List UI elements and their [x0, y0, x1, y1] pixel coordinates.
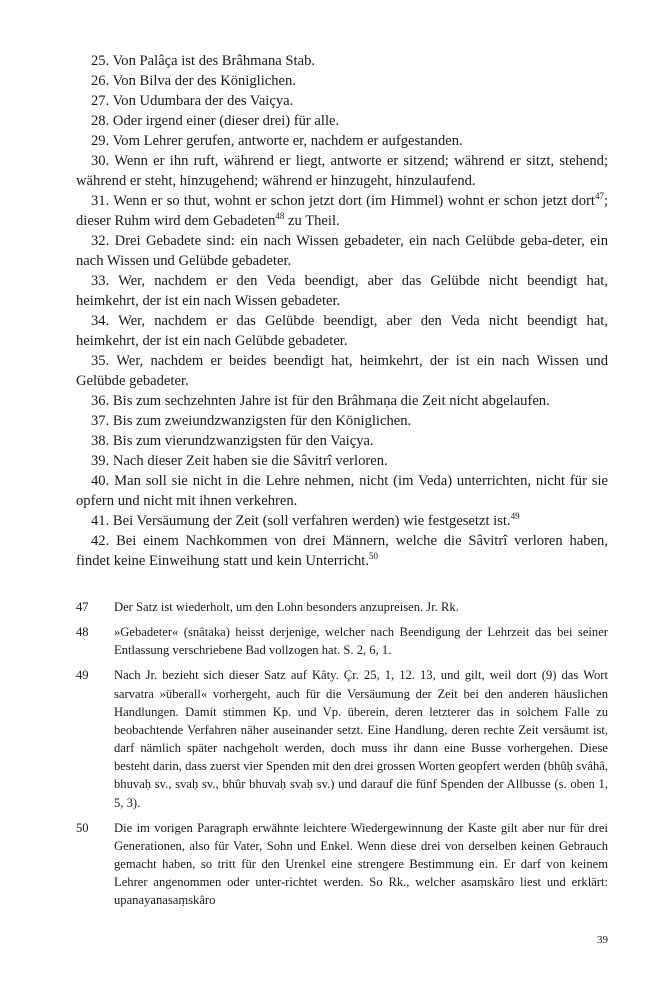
- paragraph-35: 35. Wer, nachdem er beides beendigt hat, heimkehrt, der ist ein nach Wissen und Gelübde gebadeter.: [76, 353, 608, 389]
- paragraph-30: 30. Wenn er ihn ruft, während er liegt, antworte er sitzend; während er sitzt, stehend; während er steht, hinzugehend; während er hinzugeht, hinzulaufend.: [76, 153, 609, 189]
- paragraph-36: 36. Bis zum sechzehnten Jahre ist für den Brâhmaṇa die Zeit nicht abgelaufen.: [91, 393, 550, 409]
- footnote-number: 48: [76, 625, 89, 640]
- footnote-text: »Gebadeter« (snâtaka) heisst derjenige, welcher nach Beendigung der Lehrzeit das bei seiner Entlassung verschriebene Bad vollzogen hat. S. 2, 6, 1.: [114, 625, 608, 658]
- paragraph-31: 31. Wenn er so thut, wohnt er schon jetzt dort (im Himmel) wohnt er schon jetzt dort$^{47}$; dieser Ruhm wird dem Gebadeten$^{48}$ zu Theil.: [76, 191, 608, 229]
- paragraph-38: 38. Bis zum vierundzwanzigsten für den Vaiçya.: [91, 433, 374, 449]
- footnote-text: Nach Jr. bezieht sich dieser Satz auf Kâty. Çr. 25, 1, 12. 13, und gilt, weil dort (9) das Wort sarvatra »überall« vorhergeht, auch für die Versäumung der Zeit bei den anderen häuslichen Handlungen. Damit stimmen Kp. und Vp. überein, deren letzterer das in solchem Falle zu beobachtende Verfahren näher auseinander setzt. Eine Handlung, deren rechte Zeit versäumt ist, darf nämlich später nachgeholt werden, doch muss ihr dann eine Busse vorhergehen. Diese besteht darin, dass zuerst vier Spenden mit den drei grossen Worten geopfert werden (bhûḥ svâhâ, bhuvaḥ sv., svaḥ sv., bhûr bhuvaḥ svaḥ sv.) und darauf die fünf Spenden der Allbusse (s. oben 1, 5, 3).: [114, 668, 608, 810]
- footnote-number: 50: [76, 820, 89, 835]
- footnote-text: Der Satz ist wiederholt, um den Lohn besonders anzupreisen. Jr. Rk.: [114, 600, 459, 614]
- footnote-48: [76, 623, 608, 659]
- paragraph-41: 41. Bei Versäumung der Zeit (soll verfahren werden) wie festgesetzt ist.$^{49}$: [91, 511, 520, 529]
- footnote-ref-48[interactable]: 48: [275, 211, 285, 221]
- footnote-ref-49[interactable]: 49: [510, 511, 520, 521]
- paragraph-33: 33. Wer, nachdem er den Veda beendigt, aber das Gelübde nicht beendigt hat, heimkehrt, der ist ein nach Wissen gebadeter.: [76, 273, 608, 309]
- paragraph-32: 32. Drei Gebadete sind: ein nach Wissen gebadeter, ein nach Gelübde geba-deter, ein nach Wissen und Gelübde gebadeter.: [76, 233, 608, 269]
- paragraph-34: 34. Wer, nachdem er das Gelübde beendigt, aber den Veda nicht beendigt hat, heimkehrt, der ist ein nach Gelübde gebadeter.: [76, 313, 608, 349]
- paragraph-27: 27. Von Udumbara der des Vaiçya.: [91, 93, 294, 109]
- footnote-47: [76, 598, 608, 616]
- footnotes: [76, 598, 608, 917]
- footnote-50: [76, 819, 608, 910]
- paragraph-40: 40. Man soll sie nicht in die Lehre nehmen, nicht (im Veda) unterrichten, nicht für sie opfern und nicht mit ihnen verkehren.: [76, 473, 608, 509]
- footnote-number: 47: [76, 600, 89, 614]
- footnote-ref-50[interactable]: 50: [369, 551, 379, 561]
- main-text: [76, 51, 608, 571]
- footnote-text: Die im vorigen Paragraph erwähnte leichtere Wiedergewinnung der Kaste gilt aber nur für drei Generationen, also für Vater, Sohn und Enkel. Wenn diese drei von derselben keinen Gebrauch gemacht haben, so tritt für den Urenkel eine strengere Bestimmung ein. Er darf von keinem Lehrer angenommen oder unter-richtet werden. So Rk., welcher asaṃskâro liest und erklärt: upanayanasaṃskâro: [114, 820, 608, 908]
- footnote-ref-47[interactable]: 47: [594, 191, 604, 201]
- paragraph-42: 42. Bei einem Nachkommen von drei Männern, welche die Sâvitrî verloren haben, findet keine Einweihung statt und kein Unterricht.$^{50}$: [76, 533, 608, 569]
- paragraph-39: 39. Nach dieser Zeit haben sie die Sâvitrî verloren.: [91, 453, 388, 469]
- paragraph-29: 29. Vom Lehrer gerufen, antworte er, nachdem er aufgestanden.: [91, 133, 463, 149]
- paragraph-25: 25. Von Palâça ist des Brâhmana Stab.: [91, 53, 316, 69]
- footnote-number: 49: [76, 668, 89, 683]
- paragraph-26: 26. Von Bilva der des Königlichen.: [91, 73, 296, 89]
- paragraph-37: 37. Bis zum zweiundzwanzigsten für den Königlichen.: [91, 413, 412, 429]
- footnote-49: [76, 666, 608, 811]
- paragraph-28: 28. Oder irgend einer (dieser drei) für alle.: [91, 113, 340, 129]
- page-number: 39: [597, 934, 608, 946]
